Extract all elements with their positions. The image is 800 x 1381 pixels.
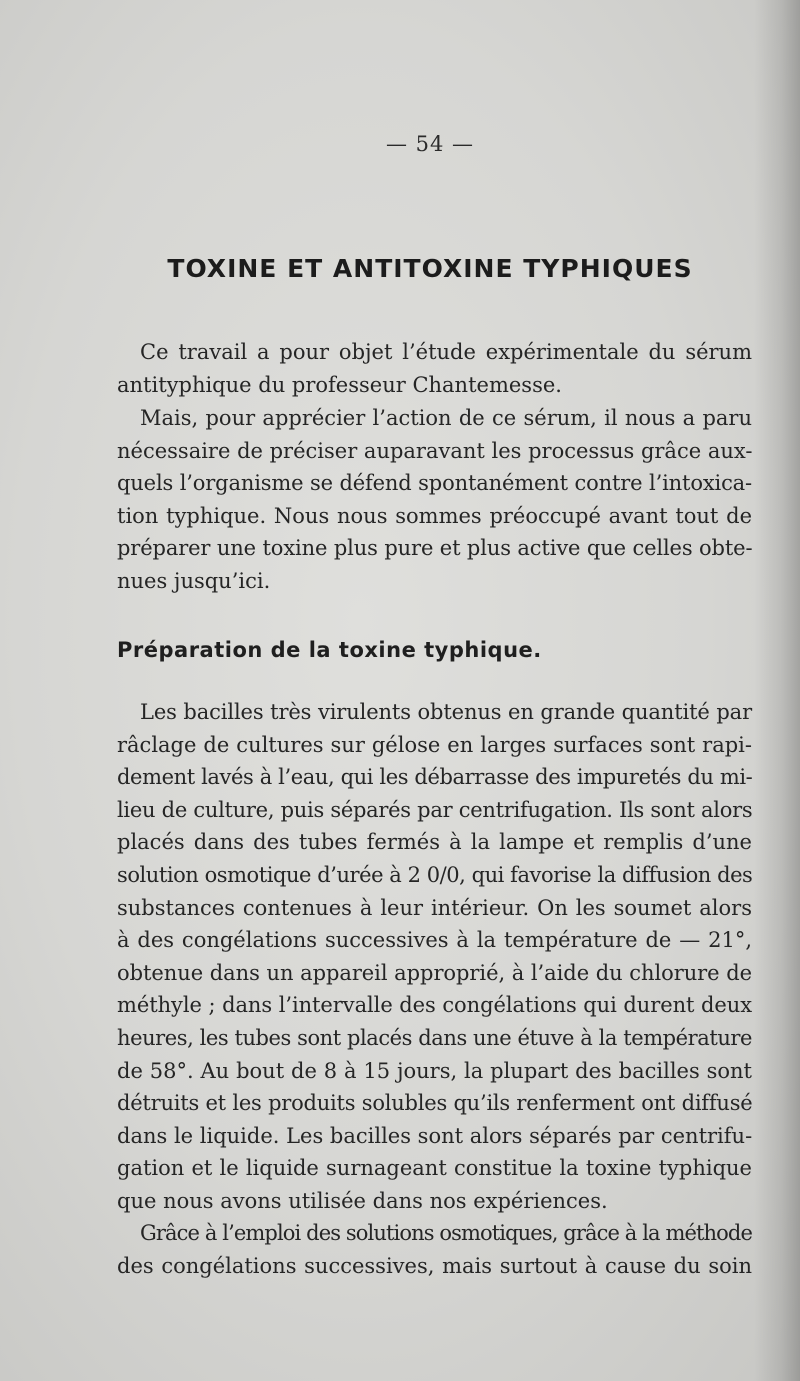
text-line: quels l’organisme se défend spontanément contre l’intoxica- [117,471,752,496]
text-line: substances contenues à leur intérieur. On les soumet alors [117,895,752,920]
section-heading: Préparation de la toxine typhique. [117,638,542,662]
text-line: solution osmotique d’urée à 2 0/0, qui favorise la diffusion des [117,862,753,887]
text-line: méthyle ; dans l’intervalle des congélations qui durent deux [117,993,752,1018]
text-line: heures, les tubes sont placés dans une étuve à la température [117,1025,752,1050]
text-line: lieu de culture, puis séparés par centrifugation. Ils sont alors [117,797,753,822]
text-line: obtenue dans un appareil approprié, à l’aide du chlorure de [117,960,752,985]
text-line: antityphique du professeur Chantemesse. [117,372,562,397]
text-line: Les bacilles très virulents obtenus en grande quantité par [140,700,752,724]
text-line: de 58°. Au bout de 8 à 15 jours, la plupart des bacilles sont [117,1058,752,1083]
text-line: des congélations successives, mais surtout à cause du soin [117,1253,752,1278]
text-line: gation et le liquide surnageant constitue la toxine typhique [117,1156,752,1181]
text-line: à des congélations successives à la température de — 21°, [117,928,752,953]
text-line: placés dans des tubes fermés à la lampe et remplis d’une [117,830,752,855]
text-line: dement lavés à l’eau, qui les débarrasse des impuretés du mi- [117,765,753,790]
paragraph-4 [117,1217,752,1282]
page-number: — 54 — [385,132,475,156]
text-line: râclage de cultures sur gélose en larges surfaces sont rapi- [117,732,752,757]
paragraph-1 [117,336,752,401]
text-line: Grâce à l’emploi des solutions osmotiques, grâce à la méthode [140,1221,752,1245]
text-line: nécessaire de préciser auparavant les processus grâce aux- [117,438,753,463]
text-line: Mais, pour apprécier l’action de ce sérum, il nous a paru [140,406,752,430]
text-line: Ce travail a pour objet l’étude expérimentale du sérum [140,340,752,364]
chapter-title: TOXINE ET ANTITOXINE TYPHIQUES [167,254,693,283]
page-edge-shadow [754,0,800,1381]
text-line: détruits et les produits solubles qu’ils renferment ont diffusé [117,1091,753,1116]
text-line: tion typhique. Nous nous sommes préoccupé avant tout de [117,503,752,528]
paragraph-3 [117,696,752,1218]
paragraph-2 [117,402,752,598]
text-line: nues jusqu’ici. [117,568,271,593]
text-line: dans le liquide. Les bacilles sont alors séparés par centrifu- [117,1123,753,1148]
text-line: préparer une toxine plus pure et plus active que celles obte- [117,536,753,561]
text-line: que nous avons utilisée dans nos expériences. [117,1188,608,1213]
